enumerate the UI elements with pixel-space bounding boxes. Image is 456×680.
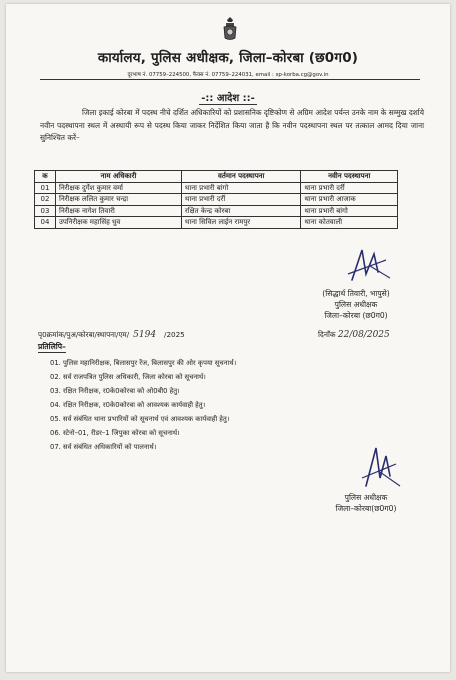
police-emblem-icon (220, 16, 240, 42)
header-divider (40, 79, 420, 80)
table-row (35, 205, 398, 217)
cell-officer-name: उपनिरीक्षक महासिंह धुव (56, 217, 182, 229)
list-item: 05. सर्व संबंधित थाना प्रभारियों को सूचनार्थ एवं आवश्यक कार्यवाही हेतु। (50, 415, 230, 423)
cell-serial: 03 (35, 205, 56, 217)
list-item: 04. रक्षित निरीक्षक, र0के0कोरबा को आवश्यक कार्यवाही हेतु। (50, 401, 206, 409)
order-title: -:: आदेश ::- (201, 93, 255, 104)
table-row (35, 217, 398, 229)
list-item: 01. पुलिस महानिरीक्षक, बिलासपुर रेंज, बिलासपुर की ओर कृपया सूचनार्थ। (50, 359, 237, 367)
cell-serial: 02 (35, 194, 56, 206)
cell-serial: 04 (35, 217, 56, 229)
list-item: 02. सर्व राजपत्रित पुलिस अधिकारी, जिला कोरबा को सूचनार्थ। (50, 373, 206, 381)
transfer-table (34, 170, 398, 229)
cell-current-posting: थाना प्रभारी बांगो (181, 182, 301, 194)
cell-new-posting: थाना प्रभारी आजाक (301, 194, 398, 206)
table-row (35, 182, 398, 194)
cell-new-posting: थाना प्रभारी दर्री (301, 182, 398, 194)
order-body-text: जिला इकाई कोरबा में पदस्थ नीचे दर्शित अधिकारियों को प्रशासनिक दृष्टिकोण से अग्रिम आदेश पर्यन्त उनके नाम के सम्मुख दर्शाये नवीन पदस्थापना स्थल में अस्थायी रूप से पदस्थ किया जाकर निर्देशित किया जाता है कि नवीन पदस्थापना स्थल पर तत्काल आमद दिया जाना सुनिश्चित करें– (40, 108, 424, 142)
cell-current-posting: थाना सिविल लाईन रामपुर (181, 217, 301, 229)
col-officer-name: नाम अधिकारी (56, 171, 182, 183)
signature-block-2 (316, 492, 416, 514)
reference-number: पृ0क्रमांक/पुअ/कोरबा/स्थापना/एम/ 5194 /2025 (38, 330, 185, 340)
col-current-posting: वर्तमान पदस्थापना (181, 171, 301, 183)
cell-serial: 01 (35, 182, 56, 194)
handwritten-signature-1 (344, 244, 394, 284)
col-serial: क (35, 171, 56, 183)
list-item: 03. रक्षित निरीक्षक, र0के0कोरबा को ओ0बी0 हेतु। (50, 387, 180, 395)
signatory-district: जिला–कोरबा (छ0ग0) (324, 311, 388, 320)
copy-to-list (50, 356, 236, 454)
contact-line: दूरभाष नं. 07759–224500, फैक्स नं. 07759–224031, email : sp-korba.cg@gov.in (127, 72, 329, 78)
reference-date: दिनाँक 22/08/2025 (318, 330, 390, 340)
table-header-row (35, 171, 398, 183)
cell-officer-name: निरीक्षक दुर्गेश कुमार वर्मा (56, 182, 182, 194)
signatory-district: जिला–कोरबा(छ0ग0) (335, 504, 397, 513)
signatory-designation: पुलिस अधीक्षक (344, 493, 388, 502)
signature-block-1 (296, 288, 416, 321)
table-row (35, 194, 398, 206)
office-title: कार्यालय, पुलिस अधीक्षक, जिला–कोरबा (छ0ग0) (97, 50, 359, 66)
list-item: 07. सर्व संबंधित अधिकारियों को पालनार्थ। (50, 443, 157, 451)
list-item: 06. स्टेनो–01, रीडर–1 जिपुका कोरबा को सूचनार्थ। (50, 429, 180, 437)
cell-officer-name: निरीक्षक नागेश तिवारी (56, 205, 182, 217)
cell-officer-name: निरीक्षक ललित कुमार चन्द्रा (56, 194, 182, 206)
reference-handwritten-number: 5194 (133, 330, 157, 340)
cell-new-posting: थाना कोतवाली (301, 217, 398, 229)
signatory-name: (सिद्धार्थ तिवारी, भापुसे) (322, 289, 390, 298)
cell-current-posting: रक्षित केन्द्र कोरबा (181, 205, 301, 217)
document-page (6, 4, 450, 672)
handwritten-signature-2 (356, 442, 402, 490)
signatory-designation: पुलिस अधीक्षक (334, 300, 378, 309)
col-new-posting: नवीन पदस्थापना (301, 171, 398, 183)
cell-current-posting: थाना प्रभारी दर्री (181, 194, 301, 206)
cell-new-posting: थाना प्रभारी बांगो (301, 205, 398, 217)
copy-to-title: प्रतिलिपि– (38, 342, 66, 351)
handwritten-date: 22/08/2025 (337, 330, 390, 340)
